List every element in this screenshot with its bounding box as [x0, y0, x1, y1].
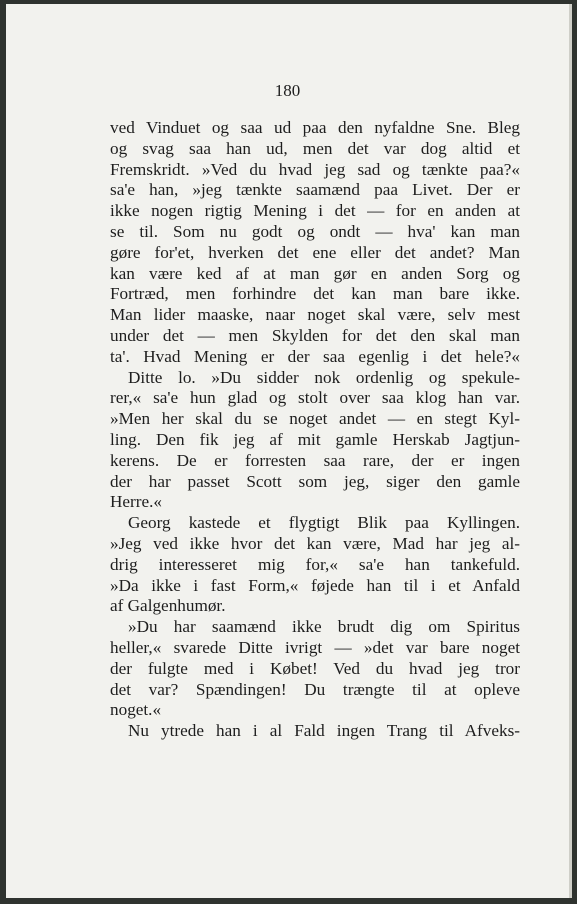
text-line: Fortræd, men forhindre det kan man bare ikke. [110, 284, 520, 304]
text-line: heller,« svarede Ditte ivrigt — »det var bare noget [110, 637, 520, 657]
text-line: sa'e han, »jeg tænkte saamænd paa Livet. Der er [110, 180, 520, 200]
text-line: noget.« [110, 700, 162, 720]
page-number: 180 [274, 81, 301, 100]
text-line: Fremskridt. »Ved du hvad jeg sad og tænkte paa?« [110, 159, 520, 179]
text-line: Ditte lo. »Du sidder nok ordenlig og spekule- [128, 367, 520, 387]
text-line: det var? Spændingen! Du trængte til at opleve [110, 679, 520, 699]
text-line: »Jeg ved ikke hvor det kan være, Mad har jeg al- [110, 533, 520, 553]
text-line: Nu ytrede han i al Fald ingen Trang til Afveks- [128, 721, 520, 741]
text-line: kan være ked af at man gør en anden Sorg og [110, 263, 520, 283]
text-line: ta'. Hvad Mening er der saa egenlig i det hele?« [110, 346, 520, 366]
text-line: »Men her skal du se noget andet — en stegt Kyl- [110, 409, 520, 429]
text-line: »Du har saamænd ikke brudt dig om Spiritus [128, 617, 520, 637]
text-line: Georg kastede et flygtigt Blik paa Kyllingen. [128, 513, 520, 533]
text-line: rer,« sa'e hun glad og stolt over saa klog han var. [110, 388, 520, 408]
text-line: der fulgte med i Købet! Ved du hvad jeg tror [110, 658, 520, 678]
text-line: »Da ikke i fast Form,« føjede han til i et Anfald [110, 575, 520, 595]
text-line: se til. Som nu godt og ondt — hva' kan man [110, 221, 520, 241]
text-line: Man lider maaske, naar noget skal være, selv mest [110, 305, 520, 325]
text-line: ling. Den fik jeg af mit gamle Herskab Jagtjun- [110, 429, 520, 449]
text-line: der har passet Scott som jeg, siger den gamle [110, 471, 520, 491]
text-line: under det — men Skylden for det den skal man [110, 325, 520, 345]
body-text [110, 118, 520, 742]
text-line: af Galgenhumør. [110, 596, 226, 616]
text-line: og svag saa han ud, men det var dog altid et [110, 138, 520, 158]
text-line: ved Vinduet og saa ud paa den nyfaldne Sne. Bleg [110, 118, 520, 137]
text-line: ikke nogen rigtig Mening i det — for en anden at [110, 201, 520, 221]
text-line: drig interesseret mig for,« sa'e han tankefuld. [110, 554, 520, 574]
text-line: kerens. De er forresten saa rare, der er ingen [110, 450, 520, 470]
book-page [6, 4, 572, 898]
text-line: gøre for'et, hverken det ene eller det andet? Man [110, 242, 520, 262]
text-line: Herre.« [110, 492, 163, 512]
